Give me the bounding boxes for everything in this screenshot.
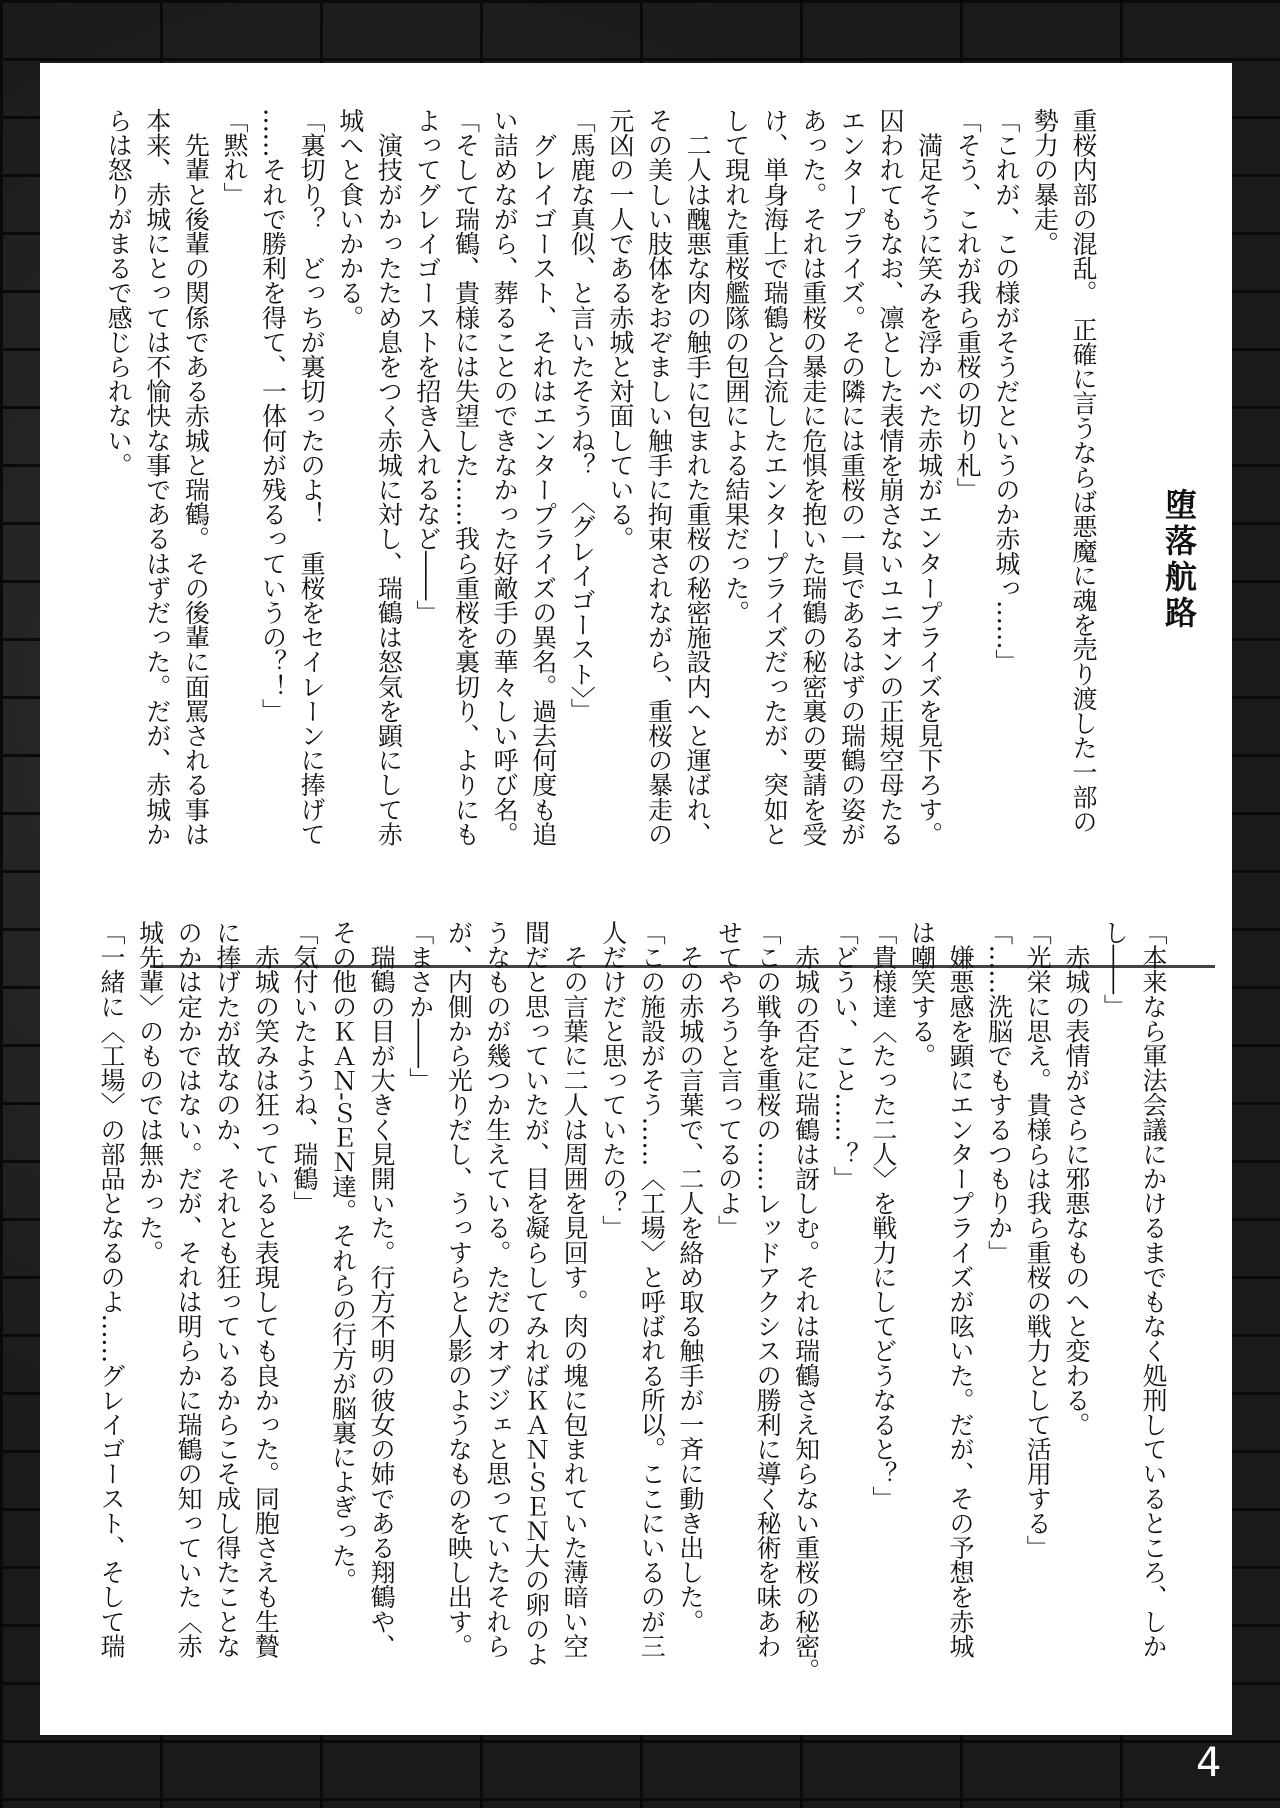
text-column: その言葉に二人は周囲を見回す。肉の塊に包まれていた薄暗い空: [560, 920, 590, 1659]
text-column: 「貴様達〈たった二人〉を戦力にしてどうなると？」: [868, 920, 898, 1511]
text-column: 赤城の否定に瑞鶴は訝しむ。それは瑞鶴さえ知らない重桜の秘密。: [791, 920, 821, 1683]
text-column: 「本来なら軍法会議にかけるまでもなく処刑しているところ、しか: [1139, 920, 1168, 1659]
text-column: 「そして瑞鶴、貴様には失望した……我ら重桜を裏切り、よりにも: [451, 108, 481, 847]
text-column: 演技がかったため息をつく赤城に対し、瑞鶴は怒気を顕にして赤: [374, 108, 404, 847]
text-column: 「……洗脳でもするつもりか」: [984, 920, 1014, 1265]
bottom-text-block: [91, 920, 1172, 1695]
text-column: 「この戦争を重桜の……レッドアクシスの勝利に導く秘術を味あわ: [753, 920, 783, 1659]
text-column: 「どうい、こと……？」: [830, 920, 860, 1191]
text-column: 先輩と後輩の関係である赤城と瑞鶴。その後輩に面罵される事は: [181, 108, 211, 847]
text-column: ……それで勝利を得て、一体何が残るっていうの？！」: [258, 108, 288, 724]
text-column: あった。それは重桜の暴走に危惧を抱いた瑞鶴の秘密裏の要請を受: [798, 108, 828, 847]
text-column: グレイゴースト、それはエンタープライズの異名。過去何度も追: [528, 108, 558, 847]
text-column: その美しい肢体をおぞましい触手に拘束されながら、重桜の暴走の: [644, 108, 674, 847]
text-column: 元凶の一人である赤城と対面している。: [605, 108, 635, 551]
text-column: その赤城の言葉で、二人を絡め取る触手が一斉に動き出した。: [675, 920, 705, 1634]
top-text-block: [99, 108, 1102, 878]
text-column: 城先輩〉のものでは無かった。: [135, 920, 165, 1265]
text-column: い詰めながら、葬ることのできなかった好敵手の華々しい呼び名。: [490, 108, 520, 847]
text-column: せてやろうと言ってるのよ」: [714, 920, 744, 1240]
text-column: 「まさか――」: [405, 920, 435, 1093]
text-column: 「光栄に思え。貴様らは我ら重桜の戦力として活用する」: [1023, 920, 1053, 1560]
text-column: して現れた重桜艦隊の包囲による結果だった。: [721, 108, 751, 625]
text-column: 「黙れ」: [219, 108, 249, 207]
chapter-title: 堕落航路: [1160, 488, 1198, 632]
text-column: 城へと食いかかる。: [335, 108, 365, 330]
text-column: 重桜内部の混乱。 正確に言うならば悪魔に魂を売り渡した一部の: [1069, 108, 1098, 834]
text-column: 「これが、この様がそうだというのか赤城っ……」: [991, 108, 1021, 674]
page-number: 4: [1196, 1740, 1222, 1786]
text-column: 勢力の暴走。: [1030, 108, 1060, 256]
text-column: は嘲笑する。: [907, 920, 937, 1068]
text-column: け、単身海上で瑞鶴と合流したエンタープライズだったが、突如と: [760, 108, 790, 847]
text-column: に捧げたが故なのか、それとも狂っているからこそ成し得たことな: [212, 920, 242, 1659]
text-column: 二人は醜悪な肉の触手に包まれた重桜の秘密施設内へと運ばれ、: [683, 108, 713, 847]
text-column: 「裏切り？ どっちが裏切ったのよ！ 重桜をセイレーンに捧げて: [297, 108, 327, 847]
text-column: のかは定かではない。だが、それは明らかに瑞鶴の知っていた〈赤: [174, 920, 204, 1659]
text-column: 囚われてもなお、凛とした表情を崩さないユニオンの正規空母たる: [876, 108, 906, 847]
text-column: が、内側から光りだし、うっすらと人影のようなものを映し出す。: [444, 920, 474, 1659]
text-column: よってグレイゴーストを招き入れるなど――」: [412, 108, 442, 625]
text-column: 本来、赤城にとっては不愉快な事であるはずだった。だが、赤城か: [142, 108, 172, 847]
text-column: 嫌悪感を顕にエンタープライズが呟いた。だが、その予想を赤城: [946, 920, 976, 1659]
text-column: 間だと思っていたが、目を凝らしてみればＫＡＮ-ＳＥＮ大の卵のよ: [521, 920, 551, 1667]
text-column: 赤城の表情がさらに邪悪なものへと変わる。: [1061, 920, 1091, 1437]
text-column: 満足そうに笑みを浮かべた赤城がエンタープライズを見下ろす。: [914, 108, 944, 847]
text-column: 「この施設がそう……〈工場〉と呼ばれる所以。ここにいるのが三: [637, 920, 667, 1659]
text-column: らは怒りがまるで感じられない。: [104, 108, 134, 478]
text-column: うなものが幾つか生えている。ただのオブジェと思っていたそれら: [482, 920, 512, 1659]
text-column: 「そう、これが我ら重桜の切り札」: [953, 108, 983, 502]
text-column: 赤城の笑みは狂っていると表現しても良かった。同胞さえも生贄: [251, 920, 281, 1659]
text-column: エンタープライズ。その隣には重桜の一員であるはずの瑞鶴の姿が: [837, 108, 867, 847]
text-column: 瑞鶴の目が大きく見開いた。行方不明の彼女の姉である翔鶴や、: [367, 920, 397, 1659]
text-column: 「気付いたようね、瑞鶴」: [289, 920, 319, 1216]
text-column: し――」: [1100, 920, 1130, 1019]
text-column: 人だけだと思っていたの？」: [598, 920, 628, 1240]
text-column: 「馬鹿な真似、と言いたそうね？ 〈グレイゴースト〉」: [567, 108, 597, 723]
text-column: その他のＫＡＮ-ＳＥＮ達。それらの行方が脳裏によぎった。: [328, 920, 358, 1593]
text-column: 「一緒に〈工場〉の部品となるのよ……グレイゴースト、そして瑞: [96, 920, 126, 1659]
